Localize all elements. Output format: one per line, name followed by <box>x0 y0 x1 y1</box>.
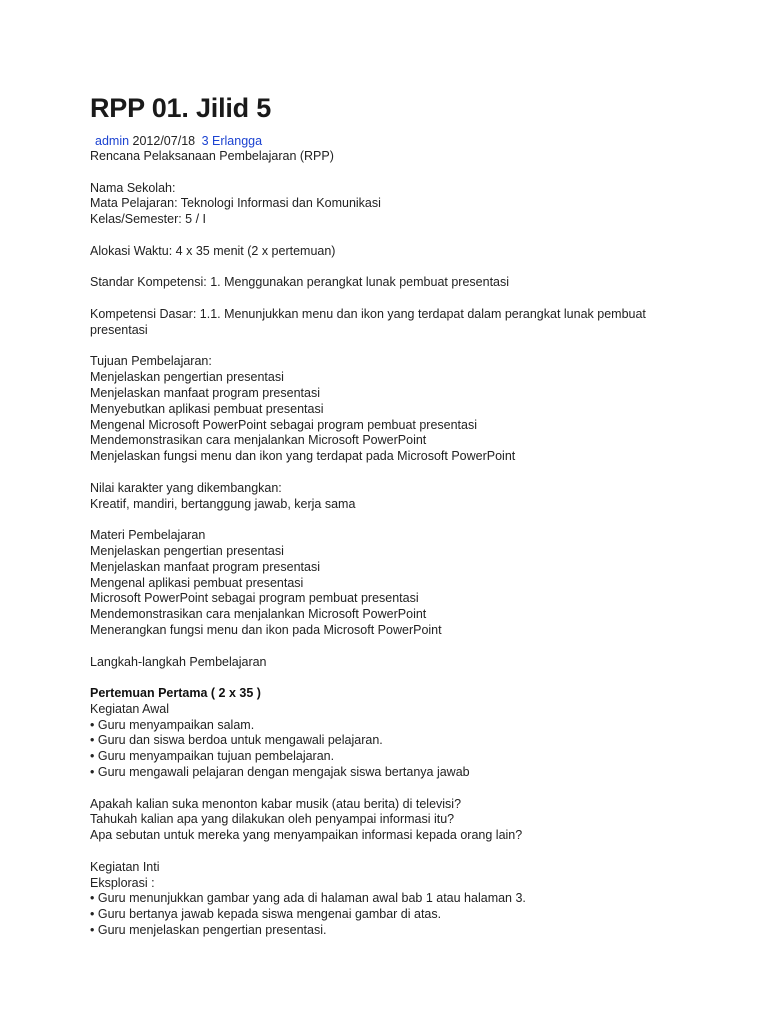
list-item: • Guru dan siswa berdoa untuk mengawali pelajaran. <box>90 733 383 748</box>
list-item: • Guru menjelaskan pengertian presentasi. <box>90 923 327 938</box>
post-date: 2012/07/18 <box>132 134 196 148</box>
category-link[interactable]: Erlangga <box>212 134 263 148</box>
pertemuan-heading: Pertemuan Pertama ( 2 x 35 ) <box>90 686 261 701</box>
list-item: Mendemonstrasikan cara menjalankan Microsoft PowerPoint <box>90 607 427 622</box>
list-item: • Guru bertanya jawab kepada siswa mengenai gambar di atas. <box>90 907 442 922</box>
question-line: Apakah kalian suka menonton kabar musik (atau berita) di televisi? <box>90 796 462 811</box>
kegiatan-inti-heading: Kegiatan Inti <box>90 859 160 874</box>
materi-heading: Materi Pembelajaran <box>90 528 206 543</box>
list-item: Menyebutkan aplikasi pembuat presentasi <box>90 401 324 416</box>
tujuan-heading: Tujuan Pembelajaran: <box>90 354 212 369</box>
list-item: • Guru menunjukkan gambar yang ada di halaman awal bab 1 atau halaman 3. <box>90 891 526 906</box>
list-item: Microsoft PowerPoint sebagai program pembuat presentasi <box>90 591 419 606</box>
identity-line: Nama Sekolah: <box>90 180 176 195</box>
document-page <box>90 92 730 939</box>
author-link[interactable]: admin <box>95 134 130 148</box>
kompetensi-line: Kompetensi Dasar: 1.1. Menunjukkan menu dan ikon yang terdapat dalam perangkat lunak pembuat presentasi <box>90 306 646 337</box>
post-meta <box>90 134 730 149</box>
question-line: Apa sebutan untuk mereka yang menyampaikan informasi kepada orang lain? <box>90 828 523 843</box>
list-item: • Guru mengawali pelajaran dengan mengajak siswa bertanya jawab <box>90 765 470 780</box>
list-item: Mengenal Microsoft PowerPoint sebagai program pembuat presentasi <box>90 417 478 432</box>
page-title: RPP 01. Jilid 5 <box>90 93 272 123</box>
kegiatan-awal-heading: Kegiatan Awal <box>90 701 169 716</box>
list-item: Menerangkan fungsi menu dan ikon pada Microsoft PowerPoint <box>90 622 442 637</box>
comments-link[interactable]: 3 <box>201 134 209 148</box>
nilai-text: Kreatif, mandiri, bertanggung jawab, kerja sama <box>90 496 356 511</box>
list-item: • Guru menyampaikan tujuan pembelajaran. <box>90 749 335 764</box>
list-item: Menjelaskan pengertian presentasi <box>90 370 284 385</box>
standar-line: Standar Kompetensi: 1. Menggunakan perangkat lunak pembuat presentasi <box>90 275 510 290</box>
eksplorasi-heading: Eksplorasi : <box>90 875 155 890</box>
intro-line: Rencana Pelaksanaan Pembelajaran (RPP) <box>90 149 334 163</box>
list-item: • Guru menyampaikan salam. <box>90 717 255 732</box>
identity-line: Kelas/Semester: 5 / I <box>90 212 207 227</box>
alokasi-line: Alokasi Waktu: 4 x 35 menit (2 x pertemuan) <box>90 243 336 258</box>
list-item: Menjelaskan manfaat program presentasi <box>90 559 320 574</box>
identity-line: Mata Pelajaran: Teknologi Informasi dan Komunikasi <box>90 196 381 211</box>
question-line: Tahukah kalian apa yang dilakukan oleh penyampai informasi itu? <box>90 812 455 827</box>
list-item: Menjelaskan manfaat program presentasi <box>90 385 320 400</box>
list-item: Mengenal aplikasi pembuat presentasi <box>90 575 304 590</box>
list-item: Menjelaskan pengertian presentasi <box>90 543 284 558</box>
list-item: Menjelaskan fungsi menu dan ikon yang terdapat pada Microsoft PowerPoint <box>90 449 516 464</box>
nilai-heading: Nilai karakter yang dikembangkan: <box>90 480 282 495</box>
list-item: Mendemonstrasikan cara menjalankan Microsoft PowerPoint <box>90 433 427 448</box>
langkah-heading: Langkah-langkah Pembelajaran <box>90 654 267 669</box>
